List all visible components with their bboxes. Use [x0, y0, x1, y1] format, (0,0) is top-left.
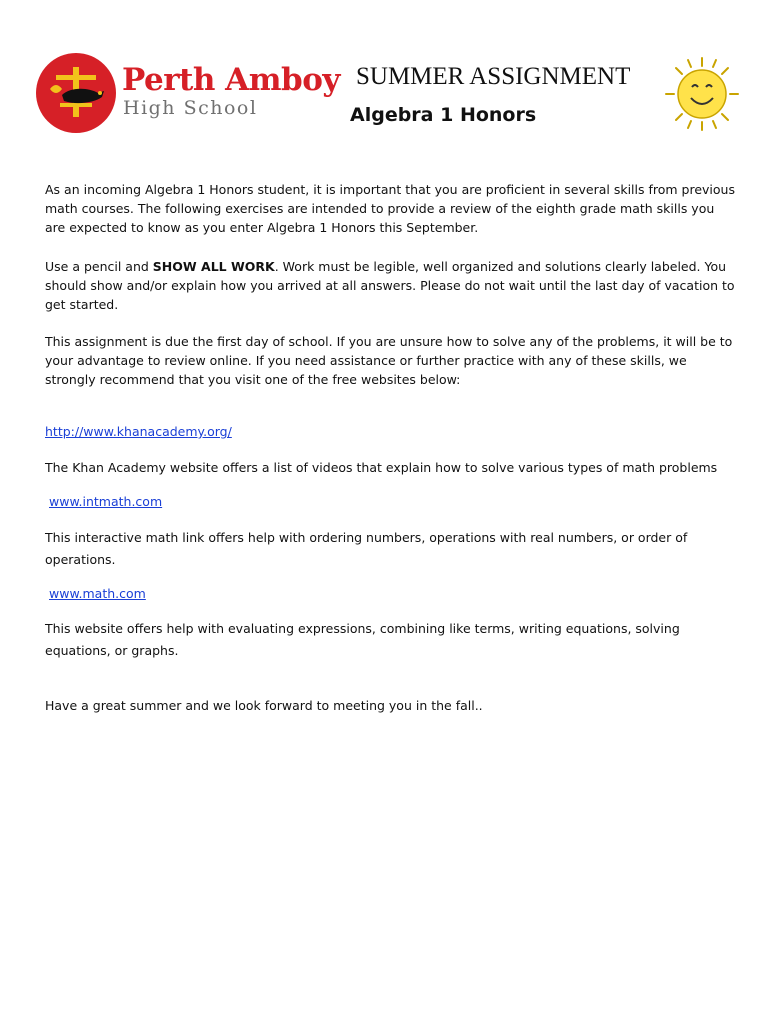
intmath-link[interactable]: www.intmath.com — [49, 494, 163, 509]
intro-paragraph: As an incoming Algebra 1 Honors student, it is important that you are proficient in several skills from previous math courses. The following exercises are intended to provide a review of the eighth grade math skills you are expected to know as you enter Algebra 1 Honors this September. — [45, 182, 735, 235]
page-subtitle: Algebra 1 Honors — [350, 104, 537, 126]
closing-line: Have a great summer and we look forward to meeting you in the fall.. — [45, 698, 483, 713]
school-subname: High School — [123, 97, 258, 119]
instructions-suffix: . Work must be legible, well organized and solutions clearly labeled. You should show and/or explain how you arrived at all answers. Please do not wait until the last day of vacation to get started. — [45, 259, 735, 312]
instructions-paragraph — [45, 257, 735, 314]
school-crest-icon — [36, 53, 116, 133]
due-paragraph: This assignment is due the first day of school. If you are unsure how to solve any of the problems, it will be to your advantage to review online. If you need assistance or further practice with any of these skills, we strongly recommend that you visit one of the free websites below: — [45, 334, 733, 387]
school-logo — [36, 50, 340, 134]
smiling-sun-icon — [664, 56, 740, 132]
intmath-description: This interactive math link offers help with ordering numbers, operations with real numbers, or order of operations. — [45, 530, 688, 567]
instructions-prefix: Use a pencil and — [45, 259, 153, 274]
page-title: SUMMER ASSIGNMENT — [356, 63, 631, 90]
khan-academy-description: The Khan Academy website offers a list of videos that explain how to solve various types of math problems — [45, 460, 718, 475]
school-name: Perth Amboy — [122, 62, 340, 98]
instructions-emphasis: SHOW ALL WORK — [152, 259, 275, 274]
mathcom-description: This website offers help with evaluating expressions, combining like terms, writing equations, solving equations, or graphs. — [45, 621, 680, 658]
khan-academy-link[interactable]: http://www.khanacademy.org/ — [45, 424, 232, 439]
mathcom-link[interactable]: www.math.com — [49, 586, 146, 601]
